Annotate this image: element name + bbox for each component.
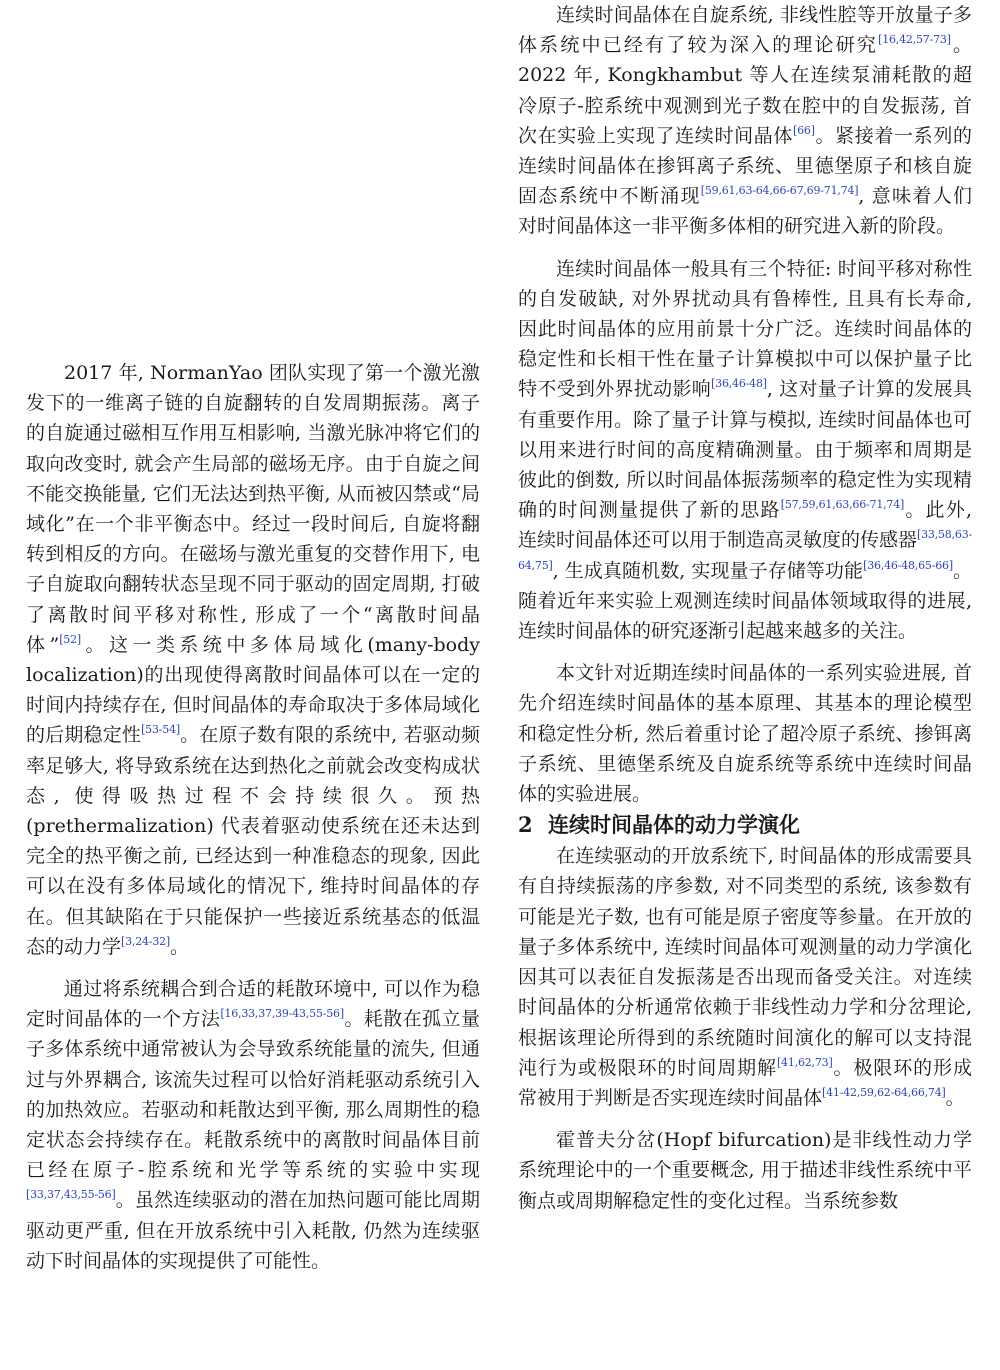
citation-ref: [53-54] — [141, 723, 180, 737]
text-run: 。2022 年, Kongkhambut 等人在连续泵浦耗散的超冷原子-腔系统中观测到光子数在腔中的自发振荡, 首次在实验上实现了连续时间晶体 — [518, 34, 972, 147]
citation-ref: [16,42,57-73] — [878, 33, 951, 47]
text-run: 。此外, 连续时间晶体还可以用于制造高灵敏度的传感器 — [518, 499, 972, 552]
text-run: 在连续驱动的开放系统下, 时间晶体的形成需要具有自持续振荡的序参数, 对不同类型的系统, 该参数有可能是光子数, 也有可能是原子密度等参量。在开放的量子多体系统中, 连续时间晶体可观测量的动力学演化因其可以表征自发振荡是否出现而备受关注。对连续时间晶体的分析通常依赖于非线性动力学和分岔理论, 根据该理论所得到的系统随时间演化的解可以支持混沌行为或极限环的时间周期解 — [518, 845, 972, 1079]
right-column — [518, 0, 972, 1216]
citation-ref: [33,58,63-64,75] — [518, 528, 973, 572]
paragraph-dynamics-evolution — [518, 841, 972, 1113]
paragraph-continuous-time-crystal-features — [518, 254, 972, 647]
citation-ref: [59,61,63-64,66-67,69-71,74] — [700, 184, 859, 198]
citation-ref: [41,62,73] — [776, 1055, 833, 1069]
top-blank-area — [26, 0, 480, 358]
text-run: 2017 年, NormanYao 团队实现了第一个激光激发下的一维离子链的自旋翻转的自发周期振荡。离子的自旋通过磁相互作用互相影响, 当激光脉冲将它们的取向改变时, 就会产生局部的磁场无序。由于自旋之间不能交换能量, 它们无法达到热平衡, 从而被囚禁或“局域化”在一个非平衡态中。经过一段时间后, 自旋将翻转到相反的方向。在磁场与激光重复的交替作用下, 电子自旋取向翻转状态呈现不同于驱动的固定周期, 打破了离散时间平移对称性, 形成了一个“离散时间晶体” — [26, 362, 480, 656]
section-number: 2 — [518, 812, 533, 838]
text-run: 。在原子数有限的系统中, 若驱动频率足够大, 将导致系统在达到热化之前就会改变构成状态, 使得吸热过程不会持续很久。预热 (prethermalization) 代表着驱动使系统在还未达到完全的热平衡之前, 已经达到一种准稳态的现象, 因此可以在没有多体局域化的情况下, 维持时间晶体的存在。但其缺陷在于只能保护一些接近系统基态的低温态的动力学 — [26, 724, 480, 958]
text-run: 。紧接着一系列的连续时间晶体在掺铒离子系统、里德堡原子和核自旋固态系统中不断涌现 — [518, 124, 972, 208]
citation-ref: [36,46-48,65-66] — [863, 558, 953, 572]
paragraph-hopf-bifurcation — [518, 1125, 972, 1216]
citation-ref: [3,24-32] — [121, 934, 171, 948]
text-run: 。这一类系统中多体局域化(many-body localization)的出现使得离散时间晶体可以在一定的时间内持续存在, 但时间晶体的寿命取决于多体局域化的后期稳定性 — [26, 633, 480, 747]
section-heading — [518, 809, 972, 841]
text-run: , 意味着人们对时间晶体这一非平衡多体相的研究进入新的阶段。 — [518, 185, 972, 238]
citation-ref: [52] — [59, 632, 81, 646]
left-column — [26, 0, 480, 1276]
text-run: , 生成真随机数, 实现量子存储等功能 — [552, 559, 864, 582]
text-run: 。 — [945, 1086, 965, 1109]
text-run: 霍普夫分岔(Hopf bifurcation)是非线性动力学系统理论中的一个重要概念, 用于描述非线性系统中平衡点或周期解稳定性的变化过程。当系统参数 — [518, 1129, 972, 1212]
paragraph-continuous-time-crystal-theory — [518, 0, 972, 242]
paragraph-paper-outline — [518, 658, 972, 809]
citation-ref: [16,33,37,39-43,55-56] — [220, 1007, 344, 1021]
citation-ref: [41-42,59,62-64,66,74] — [822, 1085, 946, 1099]
text-run: 。耗散在孤立量子多体系统中通常被认为会导致系统能量的流失, 但通过与外界耦合, 该流失过程可以恰好消耗驱动系统引入的加热效应。若驱动和耗散达到平衡, 那么周期性的稳定状态会持续存在。耗散系统中的离散时间晶体目前已经在原子-腔系统和光学等系统的实验中实现 — [26, 1008, 480, 1182]
citation-ref: [36,46-48] — [711, 377, 767, 391]
text-run: 通过将系统耦合到合适的耗散环境中, 可以作为稳定时间晶体的一个方法 — [26, 978, 480, 1031]
citation-ref: [66] — [793, 123, 815, 137]
section-title: 连续时间晶体的动力学演化 — [548, 813, 800, 838]
citation-ref: [33,37,43,55-56] — [26, 1188, 116, 1202]
text-run: 本文针对近期连续时间晶体的一系列实验进展, 首先介绍连续时间晶体的基本原理、其基本的理论模型和稳定性分析, 然后着重讨论了超冷原子系统、掺铒离子系统、里德堡系统及自旋系统等系统中连续时间晶体的实验进展。 — [518, 662, 972, 806]
text-run: 。随着近年来实验上观测连续时间晶体领域取得的进展, 连续时间晶体的研究逐渐引起越来越多的关注。 — [518, 559, 972, 643]
text-run: 。虽然连续驱动的潜在加热问题可能比周期驱动更严重, 但在开放系统中引入耗散, 仍然为连续驱动下时间晶体的实现提供了可能性。 — [26, 1189, 480, 1272]
paragraph-dissipation — [26, 974, 480, 1276]
text-run: 。极限环的形成常被用于判断是否实现连续时间晶体 — [518, 1056, 972, 1109]
text-run: 连续时间晶体一般具有三个特征: 时间平移对称性的自发破缺, 对外界扰动具有鲁棒性, 且具有长寿命, 因此时间晶体的应用前景十分广泛。连续时间晶体的稳定性和长相干性在量子计算模拟中可以保护量子比特不受到外界扰动影响 — [518, 257, 972, 401]
paragraph-discrete-time-crystal — [26, 358, 480, 962]
text-run: , 这对量子计算的发展具有重要作用。除了量子计算与模拟, 连续时间晶体也可以用来进行时间的高度精确测量。由于频率和周期是彼此的倒数, 所以时间晶体振荡频率的稳定性为实现精确的时间测量提供了新的思路 — [518, 378, 972, 522]
citation-ref: [57,59,61,63,66-71,74] — [780, 498, 905, 512]
text-run: 连续时间晶体在自旋系统, 非线性腔等开放量子多体系统中已经有了较为深入的理论研究 — [518, 4, 972, 57]
text-run: 。 — [170, 935, 190, 958]
